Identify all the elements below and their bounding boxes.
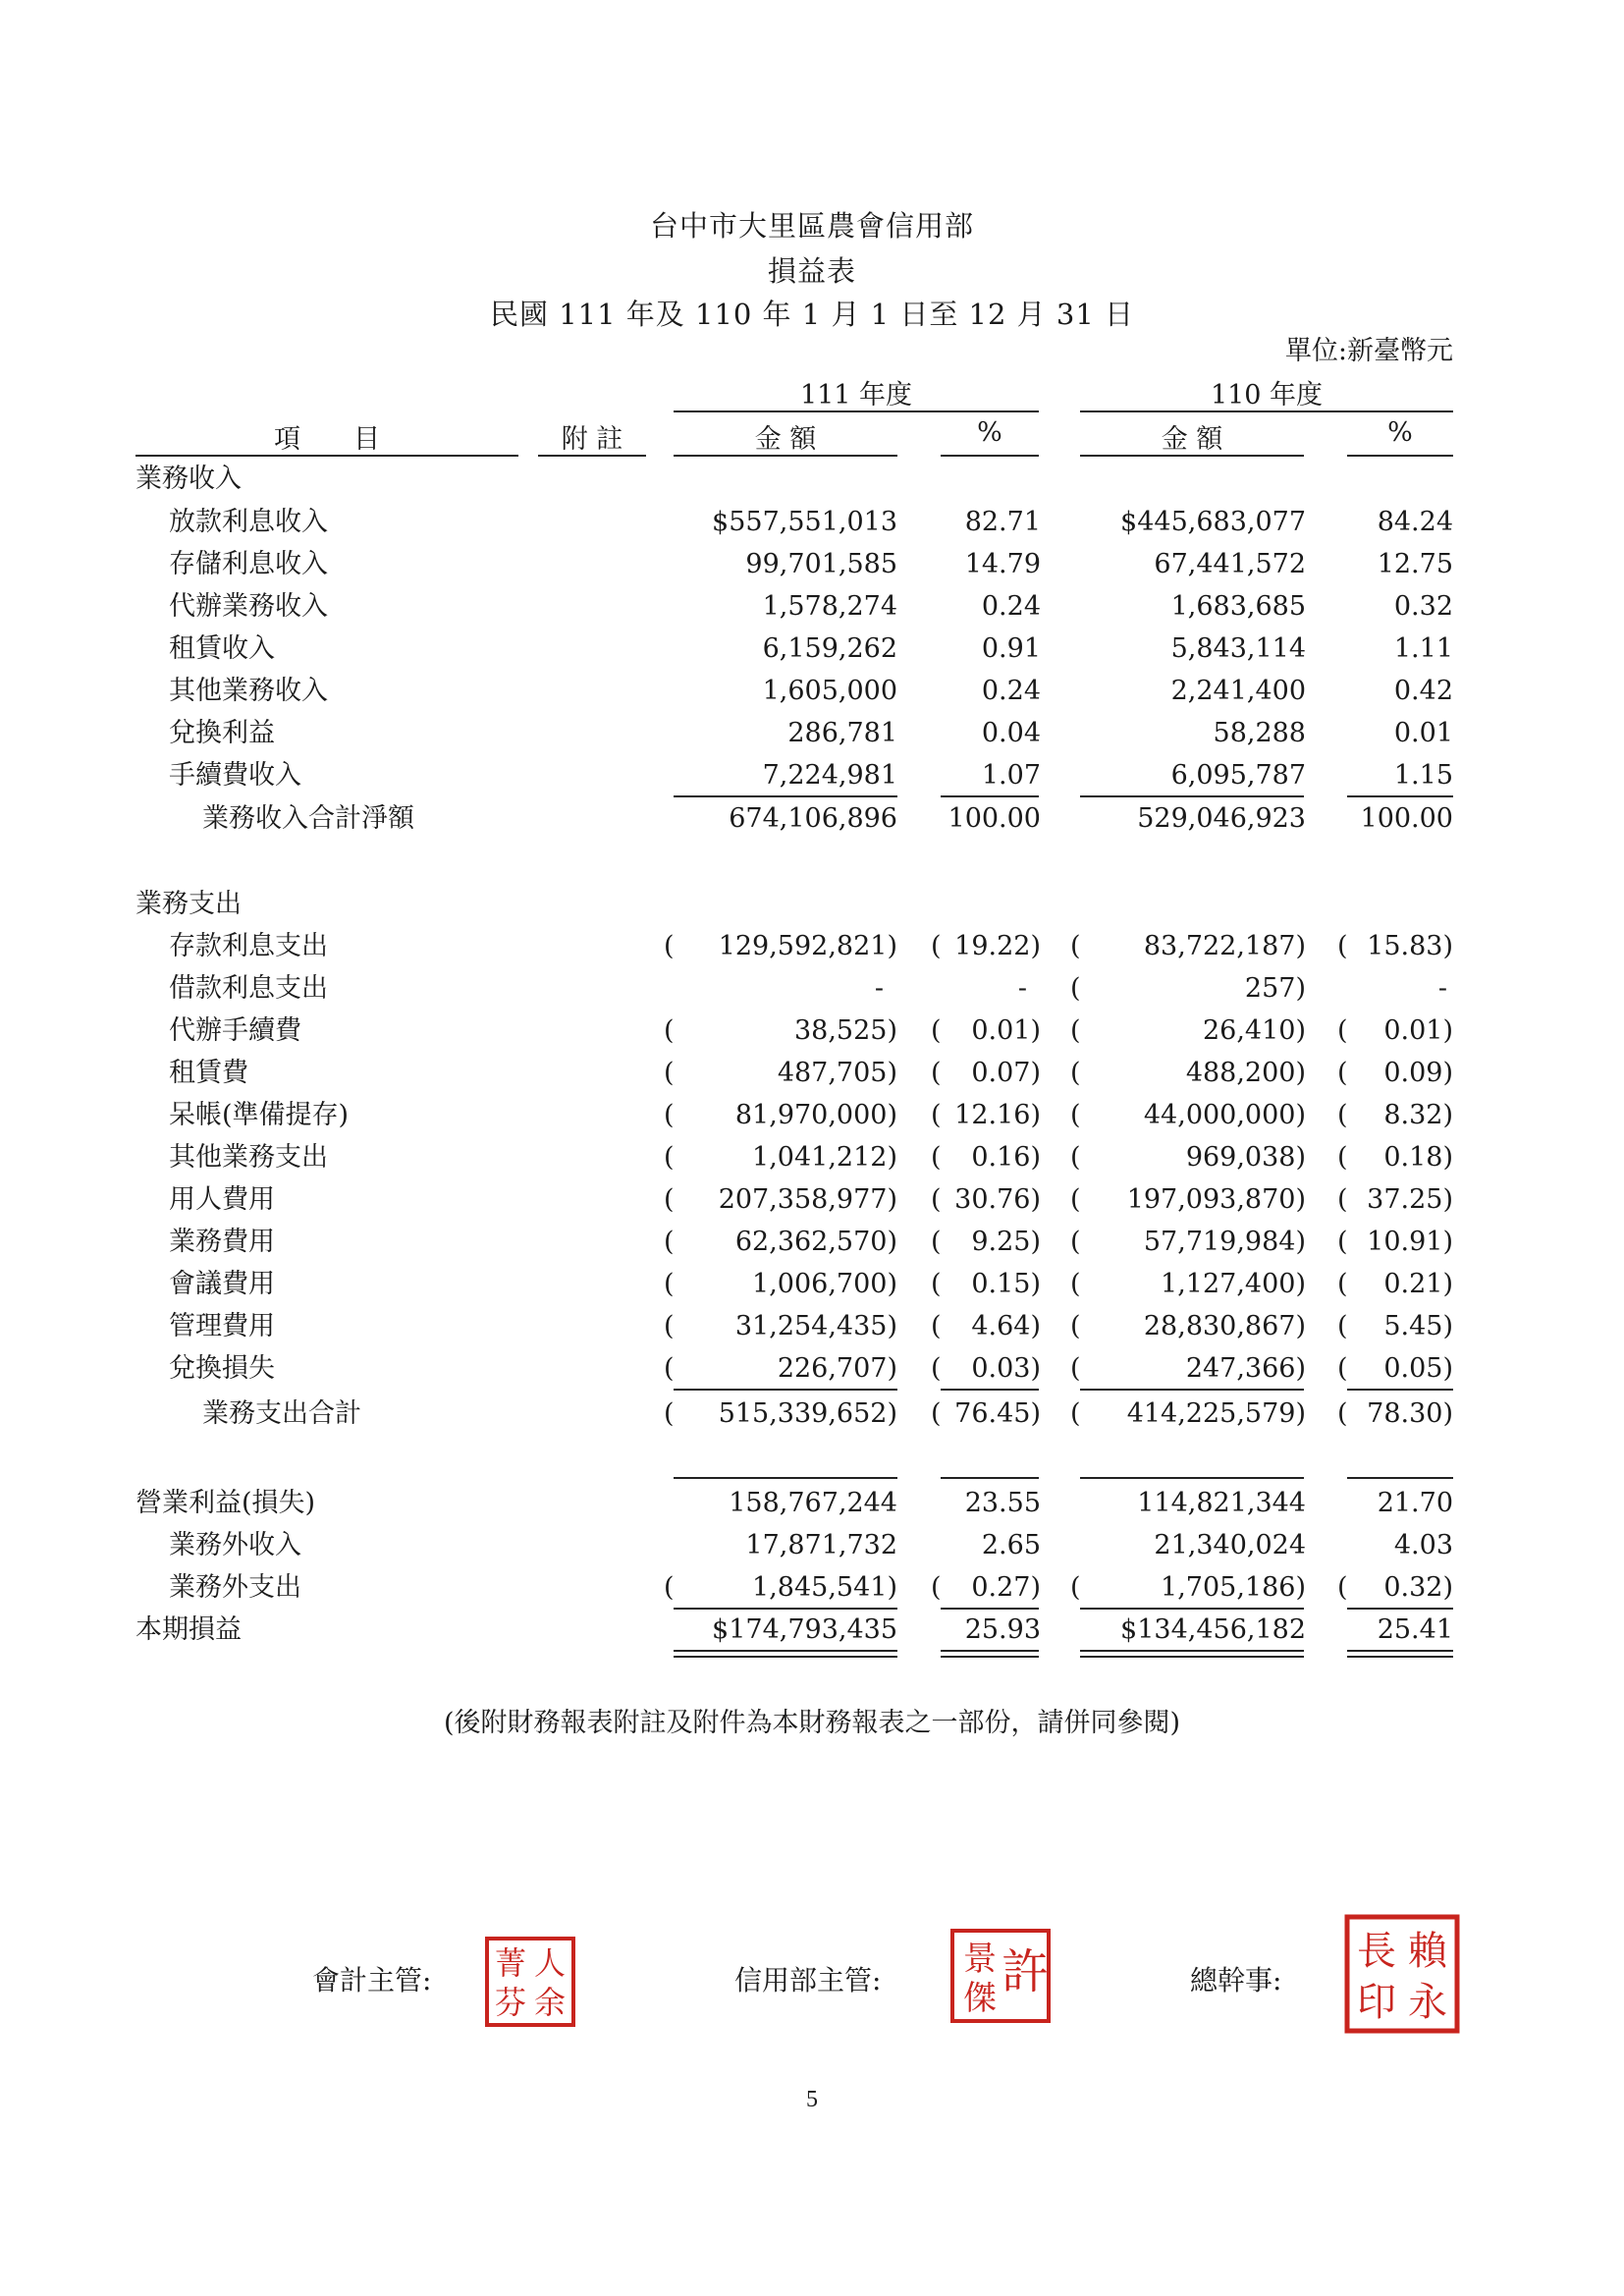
- percent-110: 37.25): [1367, 1184, 1453, 1215]
- seal-char: 傑: [963, 1979, 997, 2018]
- percent-110: 5.45): [1383, 1311, 1453, 1341]
- subtotal-rule: [1080, 1608, 1304, 1610]
- open-paren: (: [1337, 1227, 1348, 1257]
- open-paren: (: [931, 1058, 942, 1088]
- table-row: [0, 969, 1624, 1009]
- percent-110: 12.75: [1377, 549, 1453, 579]
- row-label: 管理費用: [169, 1311, 275, 1341]
- open-paren: (: [1337, 1353, 1348, 1384]
- amount-111: $174,793,435: [712, 1614, 897, 1645]
- row-label: 業務收入合計淨額: [202, 803, 414, 834]
- section-rule: [1347, 1477, 1453, 1479]
- seal-char: 賴: [1408, 1929, 1447, 1974]
- open-paren: (: [664, 1353, 675, 1384]
- amount-110: 26,410): [1202, 1015, 1306, 1046]
- percent-111: 76.45): [954, 1398, 1041, 1429]
- percent-111: 30.76): [954, 1184, 1041, 1215]
- seal-char: 菁: [494, 1944, 527, 1982]
- percent-111: 0.01): [971, 1015, 1041, 1046]
- item-header-rule: [135, 455, 518, 457]
- open-paren: (: [664, 1398, 675, 1429]
- amount-110: 197,093,870): [1126, 1184, 1306, 1215]
- table-row: [0, 1223, 1624, 1262]
- percent-111: -: [1017, 973, 1027, 1004]
- percent-111: 12.16): [954, 1100, 1041, 1130]
- open-paren: (: [1337, 1100, 1348, 1130]
- seal-char: 印: [1357, 1980, 1396, 2025]
- table-row: [0, 756, 1624, 795]
- open-paren: (: [931, 1100, 942, 1130]
- open-paren: (: [931, 1353, 942, 1384]
- amount-110: 114,821,344: [1137, 1488, 1306, 1518]
- percent-111: 9.25): [971, 1227, 1041, 1257]
- percent-110: 0.32): [1383, 1572, 1453, 1603]
- seal-char: 景: [963, 1940, 997, 1979]
- amount-111: 1,006,700): [752, 1269, 897, 1299]
- table-row: [0, 927, 1624, 966]
- percent-110: 1.15: [1393, 760, 1453, 791]
- amount-110: 969,038): [1185, 1142, 1306, 1173]
- open-paren: (: [1337, 1142, 1348, 1173]
- seal-char: 余: [533, 1984, 567, 2021]
- percent-110: 0.18): [1383, 1142, 1453, 1173]
- seal-char: 長: [1357, 1929, 1396, 1974]
- credit-supervisor-label: 信用部主管:: [734, 1964, 882, 1996]
- subtotal-rule: [941, 1389, 1039, 1391]
- percent-110: 0.09): [1383, 1058, 1453, 1088]
- table-row: [0, 714, 1624, 753]
- amount-111: -: [874, 973, 884, 1004]
- open-paren: (: [1337, 1184, 1348, 1215]
- open-paren: (: [931, 1142, 942, 1173]
- amount-111: 1,578,274: [762, 591, 897, 622]
- table-row: [0, 587, 1624, 627]
- row-label: 租賃收入: [169, 633, 275, 664]
- open-paren: (: [664, 1058, 675, 1088]
- amount-110: 67,441,572: [1154, 549, 1306, 579]
- amount-111: 207,358,977): [718, 1184, 897, 1215]
- open-paren: (: [1070, 1058, 1081, 1088]
- amount-110-header: 金 額: [1161, 424, 1223, 455]
- open-paren: (: [1337, 931, 1348, 961]
- open-paren: (: [1070, 1100, 1081, 1130]
- open-paren: (: [1070, 1311, 1081, 1341]
- percent-111: 0.16): [971, 1142, 1041, 1173]
- open-paren: (: [1070, 973, 1081, 1004]
- amount-110-rule: [1080, 455, 1304, 457]
- open-paren: (: [931, 1269, 942, 1299]
- row-label: 兌換利益: [169, 718, 275, 748]
- amount-111: 38,525): [793, 1015, 897, 1046]
- percent-110: 15.83): [1367, 931, 1453, 961]
- percent-111-header: %: [977, 417, 1002, 448]
- percent-111: 0.91: [981, 633, 1041, 664]
- statement-period: 民國 111 年及 110 年 1 月 1 日至 12 月 31 日: [489, 298, 1135, 331]
- subtotal-rule: [674, 1389, 897, 1391]
- open-paren: (: [1070, 1269, 1081, 1299]
- percent-110: 84.24: [1377, 507, 1453, 537]
- table-row: [0, 1526, 1624, 1565]
- amount-110: 1,705,186): [1161, 1572, 1306, 1603]
- section-rule: [674, 1477, 897, 1479]
- percent-110: 1.11: [1393, 633, 1453, 664]
- percent-110: 100.00: [1360, 803, 1453, 834]
- amount-111: 487,705): [777, 1058, 897, 1088]
- table-row: [0, 503, 1624, 542]
- amount-110: 1,683,685: [1170, 591, 1306, 622]
- row-label: 會議費用: [169, 1269, 275, 1299]
- amount-111: 99,701,585: [745, 549, 897, 579]
- org-name: 台中市大里區農會信用部: [649, 209, 974, 243]
- subtotal-rule: [674, 795, 897, 797]
- amount-110: 2,241,400: [1170, 676, 1306, 706]
- percent-111: 0.03): [971, 1353, 1041, 1384]
- percent-111: 0.04: [981, 718, 1041, 748]
- row-label: 業務費用: [169, 1227, 275, 1257]
- amount-110: $134,456,182: [1120, 1614, 1306, 1645]
- percent-110: 0.01): [1383, 1015, 1453, 1046]
- open-paren: (: [1070, 1572, 1081, 1603]
- row-label: 營業利益(損失): [135, 1488, 316, 1518]
- credit-seal-stamp: [948, 1927, 1053, 2025]
- percent-111: 14.79: [964, 549, 1041, 579]
- percent-111: 2.65: [981, 1530, 1041, 1560]
- table-row: [0, 460, 1624, 499]
- year-110-heading: 110 年度: [1210, 380, 1324, 410]
- percent-111: 19.22): [954, 931, 1041, 961]
- percent-111: 0.15): [971, 1269, 1041, 1299]
- percent-111: 82.71: [964, 507, 1041, 537]
- percent-110: 0.05): [1383, 1353, 1453, 1384]
- percent-110: 4.03: [1393, 1530, 1453, 1560]
- row-label: 租賃費: [169, 1058, 248, 1088]
- open-paren: (: [664, 1100, 675, 1130]
- table-row: [0, 672, 1624, 711]
- percent-110: 0.01: [1393, 718, 1453, 748]
- row-label: 存款利息支出: [169, 931, 328, 961]
- open-paren: (: [1337, 1398, 1348, 1429]
- amount-110: 5,843,114: [1170, 633, 1306, 664]
- open-paren: (: [931, 1184, 942, 1215]
- page-number: 5: [806, 2087, 818, 2112]
- amount-111: 1,845,541): [752, 1572, 897, 1603]
- open-paren: (: [1070, 1184, 1081, 1215]
- percent-111-rule: [941, 455, 1039, 457]
- double-underline: [674, 1650, 897, 1658]
- subtotal-rule: [941, 795, 1039, 797]
- table-row: [0, 1394, 1624, 1434]
- table-row: [0, 1611, 1624, 1650]
- double-underline: [1080, 1650, 1304, 1658]
- footnote: (後附財務報表附註及附件為本財務報表之一部份，請併同參閱): [443, 1708, 1181, 1738]
- amount-111: 81,970,000): [734, 1100, 897, 1130]
- percent-110: 25.41: [1377, 1614, 1453, 1645]
- general-manager-seal-stamp: [1343, 1913, 1461, 2035]
- year-111-rule: [674, 410, 1039, 412]
- amount-111: 6,159,262: [762, 633, 897, 664]
- table-row: [0, 1096, 1624, 1135]
- row-label: 業務支出合計: [202, 1398, 361, 1429]
- year-110-rule: [1080, 410, 1453, 412]
- open-paren: (: [664, 1142, 675, 1173]
- amount-111: 17,871,732: [745, 1530, 897, 1560]
- open-paren: (: [1070, 931, 1081, 961]
- amount-111: 286,781: [787, 718, 897, 748]
- amount-110: 247,366): [1185, 1353, 1306, 1384]
- subtotal-rule: [941, 1608, 1039, 1610]
- open-paren: (: [1070, 1227, 1081, 1257]
- amount-110: 488,200): [1185, 1058, 1306, 1088]
- subtotal-rule: [674, 1608, 897, 1610]
- row-label: 業務外支出: [169, 1572, 301, 1603]
- subtotal-rule: [1080, 795, 1304, 797]
- amount-111: $557,551,013: [712, 507, 897, 537]
- open-paren: (: [931, 1311, 942, 1341]
- percent-110: 10.91): [1367, 1227, 1453, 1257]
- percent-110-header: %: [1387, 417, 1413, 448]
- item-column-header: 項 目: [274, 424, 380, 455]
- open-paren: (: [664, 1311, 675, 1341]
- percent-110: 0.42: [1393, 676, 1453, 706]
- row-label: 手續費收入: [169, 760, 301, 791]
- table-row: [0, 799, 1624, 839]
- open-paren: (: [664, 931, 675, 961]
- row-label: 呆帳(準備提存): [169, 1100, 350, 1130]
- statement-title: 損益表: [767, 254, 856, 288]
- row-label: 業務收入: [135, 464, 242, 494]
- open-paren: (: [664, 1269, 675, 1299]
- percent-111: 4.64): [971, 1311, 1041, 1341]
- amount-111-rule: [674, 455, 897, 457]
- open-paren: (: [664, 1572, 675, 1603]
- row-label: 代辦手續費: [169, 1015, 301, 1046]
- table-row: [0, 1265, 1624, 1304]
- amount-110: 1,127,400): [1161, 1269, 1306, 1299]
- open-paren: (: [1070, 1398, 1081, 1429]
- section-rule: [941, 1477, 1039, 1479]
- row-label: 本期損益: [135, 1614, 242, 1645]
- open-paren: (: [931, 1227, 942, 1257]
- table-row: [0, 885, 1624, 924]
- table-row: [0, 1568, 1624, 1608]
- seal-char: 芬: [494, 1984, 527, 2021]
- open-paren: (: [664, 1015, 675, 1046]
- table-row: [0, 1180, 1624, 1220]
- open-paren: (: [664, 1227, 675, 1257]
- percent-111: 0.07): [971, 1058, 1041, 1088]
- row-label: 其他業務收入: [169, 676, 328, 706]
- table-row: [0, 1011, 1624, 1051]
- percent-111: 0.24: [981, 676, 1041, 706]
- amount-110: 257): [1244, 973, 1306, 1004]
- open-paren: (: [1337, 1015, 1348, 1046]
- double-underline: [1347, 1650, 1453, 1658]
- open-paren: (: [931, 931, 942, 961]
- seal-char: 人: [533, 1944, 567, 1982]
- percent-111: 0.27): [971, 1572, 1041, 1603]
- table-row: [0, 1484, 1624, 1523]
- amount-111-header: 金 額: [754, 424, 817, 455]
- table-row: [0, 1349, 1624, 1389]
- open-paren: (: [931, 1572, 942, 1603]
- amount-110: 44,000,000): [1143, 1100, 1306, 1130]
- open-paren: (: [1337, 1269, 1348, 1299]
- amount-110: 28,830,867): [1143, 1311, 1306, 1341]
- table-row: [0, 1307, 1624, 1346]
- subtotal-rule: [1347, 795, 1453, 797]
- table-row: [0, 1054, 1624, 1093]
- percent-110: 8.32): [1383, 1100, 1453, 1130]
- percent-110: 0.21): [1383, 1269, 1453, 1299]
- row-label: 用人費用: [169, 1184, 275, 1215]
- percent-111: 100.00: [947, 803, 1041, 834]
- amount-111: 226,707): [777, 1353, 897, 1384]
- table-row: [0, 629, 1624, 669]
- seal-char: 許: [1001, 1944, 1050, 1999]
- table-row: [0, 1138, 1624, 1177]
- amount-111: 674,106,896: [729, 803, 897, 834]
- amount-111: 1,605,000: [762, 676, 897, 706]
- note-column-header: 附 註: [561, 424, 623, 455]
- currency-unit: 單位:新臺幣元: [1284, 336, 1453, 366]
- amount-111: 31,254,435): [734, 1311, 897, 1341]
- amount-111: 515,339,652): [718, 1398, 897, 1429]
- row-label: 業務外收入: [169, 1530, 301, 1560]
- amount-111: 158,767,244: [729, 1488, 897, 1518]
- percent-111: 23.55: [964, 1488, 1041, 1518]
- row-label: 業務支出: [135, 889, 242, 919]
- open-paren: (: [1070, 1142, 1081, 1173]
- amount-110: 21,340,024: [1154, 1530, 1306, 1560]
- open-paren: (: [1337, 1572, 1348, 1603]
- percent-110: 0.32: [1393, 591, 1453, 622]
- percent-111: 1.07: [981, 760, 1041, 791]
- subtotal-rule: [1347, 1608, 1453, 1610]
- percent-110: -: [1437, 973, 1447, 1004]
- percent-111: 0.24: [981, 591, 1041, 622]
- accounting-supervisor-label: 會計主管:: [312, 1964, 432, 1996]
- row-label: 存儲利息收入: [169, 549, 328, 579]
- double-underline: [941, 1650, 1039, 1658]
- open-paren: (: [1070, 1353, 1081, 1384]
- amount-110: 6,095,787: [1170, 760, 1306, 791]
- amount-111: 7,224,981: [762, 760, 897, 791]
- row-label: 代辦業務收入: [169, 591, 328, 622]
- amount-111: 129,592,821): [718, 931, 897, 961]
- row-label: 借款利息支出: [169, 973, 328, 1004]
- amount-110: 57,719,984): [1143, 1227, 1306, 1257]
- amount-110: 83,722,187): [1143, 931, 1306, 961]
- note-header-rule: [538, 455, 646, 457]
- open-paren: (: [931, 1015, 942, 1046]
- row-label: 其他業務支出: [169, 1142, 328, 1173]
- general-manager-label: 總幹事:: [1190, 1964, 1282, 1996]
- amount-110: 58,288: [1213, 718, 1306, 748]
- open-paren: (: [1070, 1015, 1081, 1046]
- percent-110-rule: [1347, 455, 1453, 457]
- subtotal-rule: [1080, 1389, 1304, 1391]
- row-label: 兌換損失: [169, 1353, 275, 1384]
- section-rule: [1080, 1477, 1304, 1479]
- table-row: [0, 545, 1624, 584]
- amount-110: 529,046,923: [1137, 803, 1306, 834]
- subtotal-rule: [1347, 1389, 1453, 1391]
- amount-111: 1,041,212): [752, 1142, 897, 1173]
- amount-110: $445,683,077: [1120, 507, 1306, 537]
- amount-111: 62,362,570): [734, 1227, 897, 1257]
- accounting-seal-stamp: [483, 1935, 577, 2029]
- percent-110: 78.30): [1367, 1398, 1453, 1429]
- open-paren: (: [1337, 1058, 1348, 1088]
- open-paren: (: [664, 1184, 675, 1215]
- amount-110: 414,225,579): [1126, 1398, 1306, 1429]
- percent-110: 21.70: [1377, 1488, 1453, 1518]
- open-paren: (: [1337, 1311, 1348, 1341]
- percent-111: 25.93: [964, 1614, 1041, 1645]
- year-111-heading: 111 年度: [799, 380, 913, 410]
- open-paren: (: [931, 1398, 942, 1429]
- row-label: 放款利息收入: [169, 507, 328, 537]
- seal-char: 永: [1408, 1980, 1447, 2025]
